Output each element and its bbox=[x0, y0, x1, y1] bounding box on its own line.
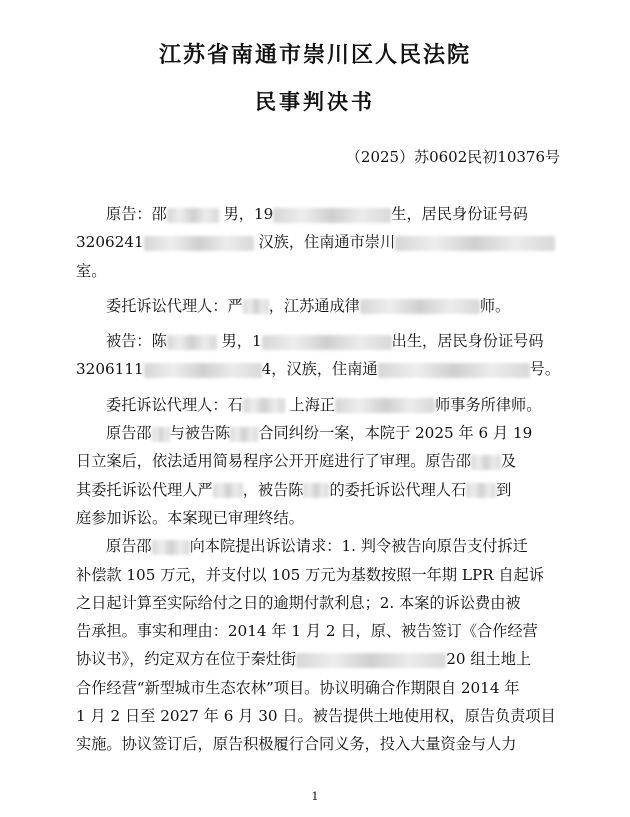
judgment-body bbox=[76, 200, 576, 759]
redacted-name bbox=[243, 398, 285, 413]
redacted-id-number bbox=[144, 236, 254, 251]
redacted-name bbox=[152, 540, 190, 555]
plaintiff-agent-line bbox=[76, 292, 576, 320]
text-segment: 的委托诉讼代理人石 bbox=[329, 480, 467, 499]
claims-line bbox=[76, 617, 576, 645]
plaintiff-address-end bbox=[76, 257, 576, 285]
redacted-birthdate bbox=[262, 335, 392, 350]
redacted-name bbox=[303, 483, 329, 498]
text-segment: 委托诉讼代理人：石 bbox=[106, 395, 243, 414]
text-segment: 告承担。事实和理由：2014 年 1 月 2 日，原、被告签订《合作经营 bbox=[76, 622, 538, 641]
text-segment: 合同纠纷一案，本院于 2025 年 6 月 19 bbox=[258, 424, 533, 443]
claims-line bbox=[76, 674, 576, 702]
text-segment: 庭参加诉讼。本案现已审理终结。 bbox=[76, 508, 304, 527]
redacted-birthdate bbox=[273, 208, 391, 223]
text-segment: 师。 bbox=[479, 296, 511, 315]
text-segment: 3206111 bbox=[76, 360, 144, 379]
claims-line bbox=[76, 532, 576, 560]
text-segment: 与被告陈 bbox=[169, 424, 231, 443]
case-intro-line bbox=[76, 419, 576, 447]
text-segment: 汉族，住南通市崇川 bbox=[258, 233, 396, 252]
case-intro-line bbox=[76, 504, 576, 532]
page-number: 1 bbox=[311, 790, 319, 803]
redacted-id-number bbox=[144, 363, 262, 378]
claims-line bbox=[76, 730, 576, 758]
text-segment: 被告：陈 bbox=[106, 332, 167, 351]
text-segment: 合作经营“新型城市生态农林”项目。协议明确合作期限自 2014 年 bbox=[76, 678, 520, 697]
redacted-name bbox=[213, 483, 243, 498]
redacted-firm bbox=[335, 398, 435, 413]
text-segment: 20 组土地上 bbox=[446, 650, 532, 669]
defendant-id-line bbox=[76, 355, 576, 383]
text-segment: 之日起计算至实际给付之日的逾期付款利息；2. 本案的诉讼费由被 bbox=[76, 593, 521, 612]
text-segment: 4，汉族，住南通 bbox=[261, 360, 378, 379]
text-segment: 1 月 2 日至 2027 年 6 月 30 日。被告提供土地使用权，原告负责项目 bbox=[76, 707, 556, 726]
claims-line bbox=[76, 645, 576, 673]
text-segment: 到 bbox=[496, 480, 512, 499]
text-segment: 号。 bbox=[529, 360, 560, 379]
redacted-name bbox=[466, 483, 496, 498]
text-segment: 3206241 bbox=[76, 233, 144, 252]
defendant-agent-line bbox=[76, 391, 576, 419]
plaintiff-line bbox=[76, 200, 576, 228]
court-name-title: 江苏省南通市崇川区人民法院 bbox=[158, 42, 471, 68]
text-segment: 其委托诉讼代理人严 bbox=[76, 480, 213, 499]
text-segment: 协议书》，约定双方在位于秦灶街 bbox=[76, 650, 297, 669]
claims-line bbox=[76, 561, 576, 589]
redacted-name bbox=[471, 455, 501, 470]
claims-line bbox=[76, 589, 576, 617]
text-segment: 男，1 bbox=[221, 332, 262, 351]
text-segment: 原告邵 bbox=[106, 537, 152, 556]
redacted-address bbox=[378, 363, 530, 378]
redacted-name bbox=[243, 299, 269, 314]
defendant-line bbox=[76, 327, 576, 355]
text-segment: 向本院提出诉讼请求：1. 判令被告向原告支付拆迁 bbox=[189, 537, 528, 556]
text-segment: 师事务所律师。 bbox=[435, 395, 542, 414]
text-segment: 室。 bbox=[76, 261, 107, 280]
redacted-location bbox=[296, 653, 446, 668]
redacted-firm bbox=[360, 299, 480, 314]
redacted-name bbox=[167, 335, 217, 350]
text-segment: 原告：邵 bbox=[106, 205, 167, 223]
redacted-name bbox=[230, 427, 258, 442]
text-segment: ，江苏通成律 bbox=[268, 296, 360, 315]
text-segment: 出生，居民身份证号码 bbox=[391, 332, 544, 351]
redacted-name bbox=[167, 208, 219, 223]
text-segment: 生，居民身份证号码 bbox=[391, 205, 528, 223]
text-segment: 原告邵 bbox=[106, 424, 152, 443]
text-segment: 及 bbox=[500, 452, 517, 471]
text-segment: 上海正 bbox=[289, 395, 336, 414]
claims-line bbox=[76, 702, 576, 730]
case-intro-line bbox=[76, 447, 576, 475]
text-segment: ，被告陈 bbox=[242, 480, 304, 499]
case-intro-line bbox=[76, 476, 576, 504]
text-segment: 日立案后，依法适用简易程序公开开庭进行了审理。原告邵 bbox=[76, 452, 471, 471]
text-segment: 男，19 bbox=[223, 205, 274, 223]
text-segment: 补偿款 105 万元，并支付以 105 万元为基数按照一年期 LPR 自起诉 bbox=[76, 565, 544, 584]
redacted-address bbox=[395, 236, 555, 251]
redacted-name bbox=[152, 427, 170, 442]
case-number: （2025）苏0602民初10376号 bbox=[345, 148, 560, 166]
document-type-title: 民事判决书 bbox=[255, 89, 375, 114]
text-segment: 委托诉讼代理人：严 bbox=[106, 296, 243, 315]
text-segment: 实施。协议签订后，原告积极履行合同义务，投入大量资金与人力 bbox=[76, 735, 517, 754]
plaintiff-id-line bbox=[76, 228, 576, 256]
